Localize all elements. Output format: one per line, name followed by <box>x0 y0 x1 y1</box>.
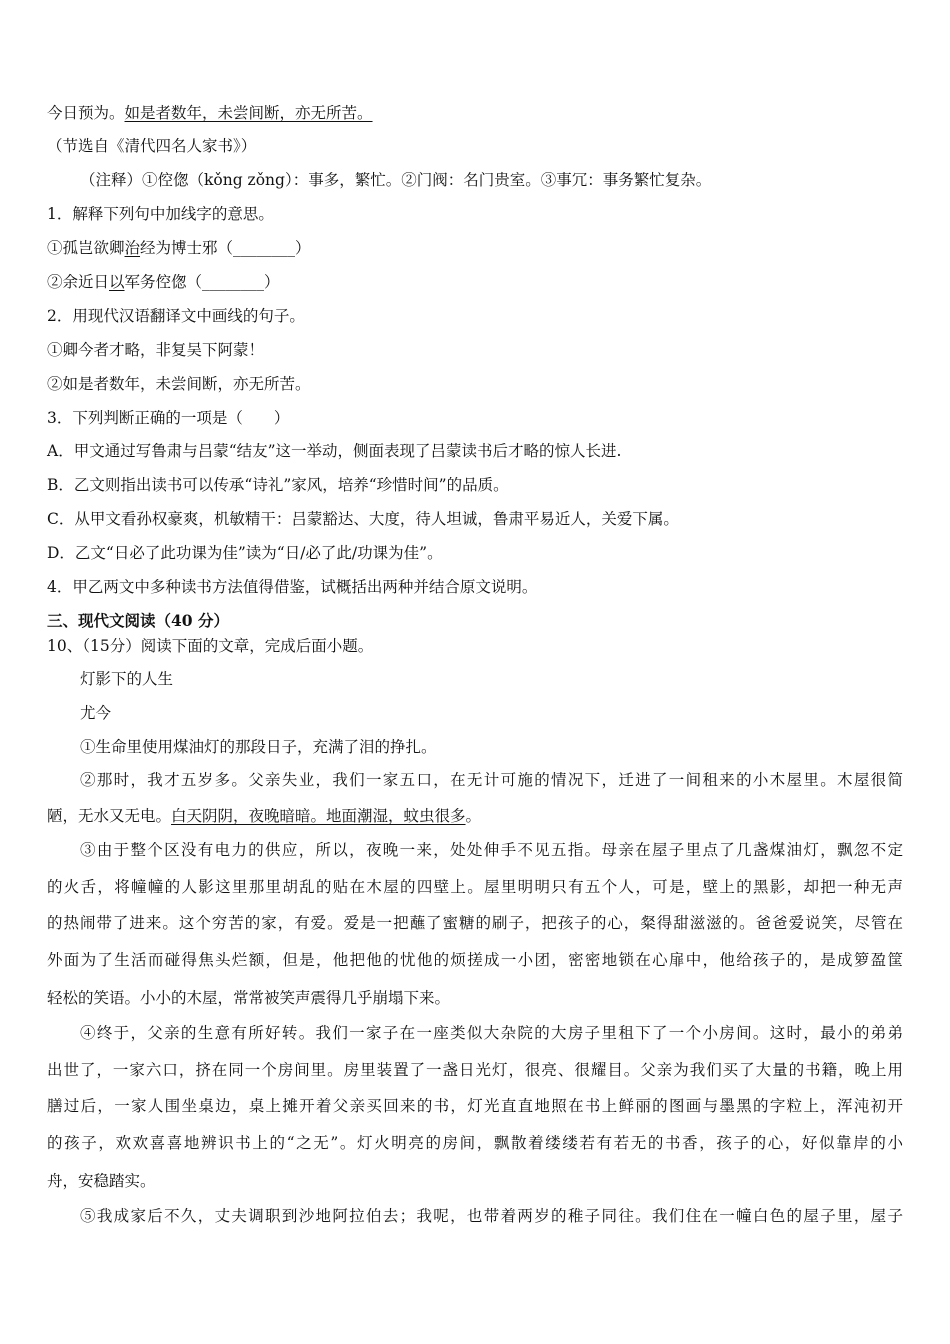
paragraph-2-line <box>47 806 481 826</box>
option-a: A．甲文通过写鲁肃与吕蒙“结友”这一举动，侧面表现了吕蒙读书后才略的惊人长进. <box>47 442 622 460</box>
text-line <box>47 103 373 123</box>
paragraph-3-line: 轻松的笑语。小小的木屋，常常被笑声震得几乎崩塌下来。 <box>47 989 451 1007</box>
option-d: D．乙文“日必了此功课为佳”读为“日/必了此/功课为佳”。 <box>47 544 443 562</box>
option-b: B．乙文则指出读书可以传承“诗礼”家风，培养“珍惜时间”的品质。 <box>47 476 509 494</box>
paragraph-4-line: 膳过后，一家人围坐桌边，桌上摊开着父亲买回来的书，灯光直直地照在书上鲜丽的图画与墨黑的字粒上，浑沌初开 <box>47 1097 905 1115</box>
underlined-sentence: 白天阴阴，夜晚暗暗。地面潮湿，蚊虫很多 <box>171 807 466 825</box>
text-segment: 陋，无水又无电。 <box>47 807 172 825</box>
question-1: 1．解释下列句中加线字的意思。 <box>47 205 274 223</box>
paragraph-4-line: 的孩子，欢欢喜喜地辨识书上的“之无”。灯火明亮的房间，飘散着缕缕若有若无的书香，孩子的心，好似靠岸的小 <box>47 1134 905 1152</box>
question-2-item-1: ①卿今者才略，非复吴下阿蒙！ <box>47 341 265 359</box>
underlined-sentence: 如是者数年，未尝间断，亦无所苦。 <box>124 104 373 122</box>
source-note: （节选自《清代四名人家书》） <box>47 137 257 155</box>
paragraph-2-line: ②那时，我才五岁多。父亲失业，我们一家五口，在无计可施的情况下，迁进了一间租来的小木屋里。木屋很简 <box>80 771 905 789</box>
section-heading: 三、现代文阅读（40 分） <box>47 611 229 630</box>
text-segment: 经为博士邪（________） <box>140 239 311 257</box>
text-segment: 。 <box>465 807 482 825</box>
annotation-note: （注释）①倥偬（kǒng zǒng）：事多，繁忙。②门阀：名门贵室。③事冗：事务繁忙复杂。 <box>80 171 712 189</box>
paragraph-3-line: ③由于整个区没有电力的供应，所以，夜晚一来，处处伸手不见五指。母亲在屋子里点了几盏煤油灯，飘忽不定 <box>80 841 905 859</box>
text-segment: 今日预为。 <box>47 104 125 122</box>
underlined-char: 治 <box>124 239 141 257</box>
underlined-char: 以 <box>109 273 125 291</box>
question-10: 10、（15分）阅读下面的文章，完成后面小题。 <box>47 637 374 655</box>
paragraph-4-line: ④终于，父亲的生意有所好转。我们一家子在一座类似大杂院的大房子里租下了一个小房间。这时，最小的弟弟 <box>80 1024 905 1042</box>
text-segment: ①孤岂欲卿 <box>47 239 125 257</box>
paragraph-1: ①生命里使用煤油灯的那段日子，充满了泪的挣扎。 <box>80 738 437 756</box>
question-4: 4．甲乙两文中多种读书方法值得借鉴，试概括出两种并结合原文说明。 <box>47 578 538 596</box>
paragraph-3-line: 的火舌，将幢幢的人影这里那里胡乱的贴在木屋的四壁上。屋里明明只有五个人，可是，壁上的黑影，却把一种无声 <box>47 878 905 896</box>
question-1-item-2 <box>47 272 280 292</box>
question-3: 3．下列判断正确的一项是（ ） <box>47 409 290 427</box>
paragraph-4-line: 出世了，一家六口，挤在同一个房间里。房里装置了一盏日光灯，很亮、很耀目。父亲为我们买了大量的书籍，晚上用 <box>47 1061 904 1079</box>
question-2-item-2: ②如是者数年，未尝间断，亦无所苦。 <box>47 375 311 393</box>
paragraph-5-line: ⑤我成家后不久，丈夫调职到沙地阿拉伯去；我呢，也带着两岁的稚子同往。我们住在一幢白色的屋子里，屋子 <box>80 1207 905 1225</box>
paragraph-4-line: 舟，安稳踏实。 <box>47 1172 156 1190</box>
paragraph-3-line: 外面为了生活而碰得焦头烂额，但是，他把他的忧他的烦搓成一小团，密密地锁在心扉中，他给孩子的，是成箩盈筐 <box>47 951 905 969</box>
option-c: C．从甲文看孙权豪爽，机敏精干：吕蒙豁达、大度，待人坦诚，鲁肃平易近人，关爱下属。 <box>47 510 679 528</box>
text-segment: ②余近日 <box>47 273 110 291</box>
article-author: 尤今 <box>80 704 112 722</box>
question-2: 2．用现代汉语翻译文中画线的句子。 <box>47 307 305 325</box>
paragraph-3-line: 的热闹带了进来。这个穷苦的家，有爱。爱是一把蘸了蜜糖的刷子，把孩子的心，粲得甜滋滋的。爸爸爱说笑，尽管在 <box>47 914 904 932</box>
text-segment: 军务倥偬（________） <box>124 273 280 291</box>
article-title: 灯影下的人生 <box>80 670 174 688</box>
question-1-item-1 <box>47 238 311 258</box>
